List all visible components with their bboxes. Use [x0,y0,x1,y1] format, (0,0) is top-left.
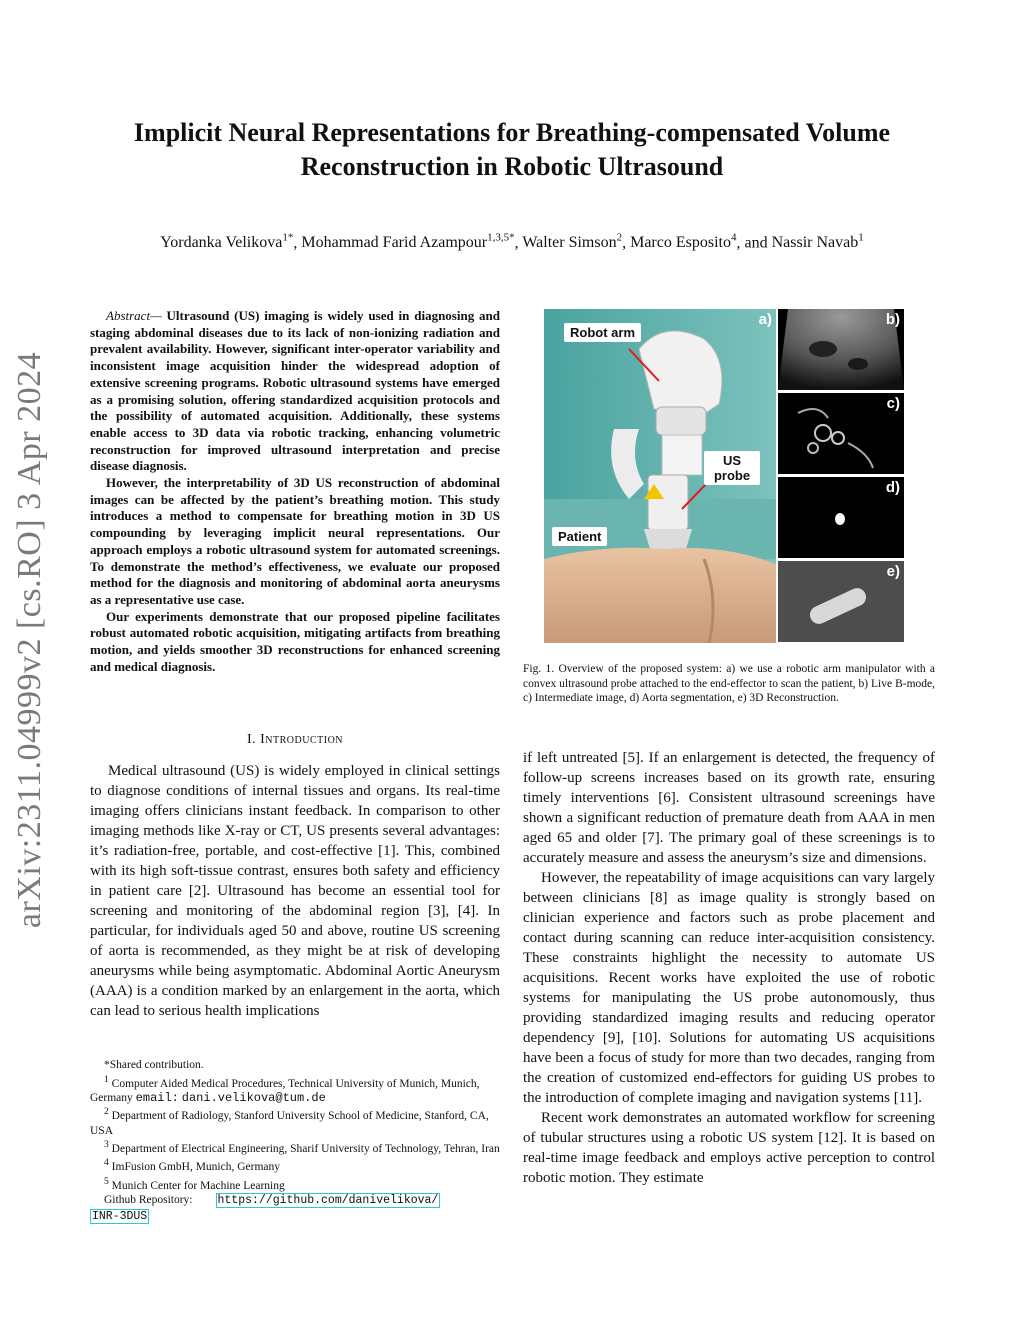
right-column-text [523,748,935,1188]
arxiv-stamp [0,330,60,950]
panel-c-label: c) [886,395,900,412]
body-paragraph: However, the repeatability of image acquisitions can vary largely between clinicians [8] as image quality is strongly based on clinician experience and factors such as probe placement and contact during scanning can reduce inter-acquisition consistency. These constraints highlight the necessity to automate US acquisitions. Recent works have exploited the use of robotic systems for manipulating the US probe autonomously, thus providing standardized imaging results and reducing operator dependency [9], [10]. Solutions for automating US acquisitions have been a focus of study for more than two decades, ranging from the creation of customized end-effectors for guiding US probes to the introduction of complete imaging and navigation systems [11]. [523,870,935,1106]
footnote: $^3$ Department of Electrical Engineering, Sharif University of Technology, Tehran, Iran [104,1139,500,1155]
panel-a-label: a) [758,311,772,328]
us-probe-label: US probe [704,451,760,485]
abstract [90,308,500,675]
github-link-continued[interactable]: INR-3DUS [92,1209,148,1223]
introduction-text [90,761,500,1021]
author: Yordanka Velikova$^{1*}$ [160,232,294,252]
author: Marco Esposito$^4$ [630,232,737,252]
robot-arm-label: Robot arm [564,323,641,342]
footnote-github: Github Repository: https://github.com/danivelikova/ INR-3DUS [92,1194,439,1223]
abstract-paragraph: Our experiments demonstrate that our proposed pipeline facilitates robust automated robotic acquisition, mitigating artifacts from breathing motion, and yields smoother 3D reconstructions for enhanced screening and medical diagnosis. [90,608,500,674]
abstract-paragraph: Abstract— Ultrasound (US) imaging is widely used in diagnosing and staging abdominal diseases due to its lack of non-ionizing radiation and prevalent availability. However, significant inter-operator variability and inconsistent image acquisition hinder the widespread adoption of extensive screening programs. Robotic ultrasound systems have emerged as a promising solution, offering standardized acquisition protocols and the possibility of automated acquisition. Additionally, these systems enable access to 3D data via robotic tracking, enhancing volumetric reconstruction for improved ultrasound interpretation and precise disease diagnosis. [90,308,501,474]
arxiv-stamp-text: arXiv:2311.04999v2 [cs.RO] 3 Apr 2024 [11,351,48,929]
footnote: $^5$ Munich Center for Machine Learning [104,1175,285,1192]
figure-1 [544,309,904,643]
author-list: Yordanka Velikova$^{1*}$, Mohammad Farid Azampour$^{1,3,5*}$, Walter Simson$^2$, Marco Esposito$^4$, and Nassir Navab$^1$ [160,232,864,252]
panel-e-label: e) [886,563,900,580]
figure-caption: Fig. 1. Overview of the proposed system: a) we use a robotic arm manipulator with a convex ultrasound probe attached to the end-effector to scan the patient, b) Live B-mode, c) Intermediate image, d) Aorta segmentation, e) 3D Reconstruction. [523,663,935,704]
panel-c-intermediate [778,393,904,474]
abstract-label: Abstract [106,308,151,323]
email-address: dani.velikova@tum.de [181,1090,326,1105]
author: Mohammad Farid Azampour$^{1,3,5*}$ [301,232,515,252]
patient-label: Patient [552,527,607,546]
body-paragraph: Medical ultrasound (US) is widely employed in clinical settings to diagnose conditions of internal tissues and organs. Its real-time imaging offers clinicians instant feedback. In comparison to other imaging methods like X-ray or CT, US presents several advantages: it’s radiation-free, portable, and cost-effective [1]. This, combined with its high soft-tissue contrast, ensures both safety and efficiency in patient care [2]. Ultrasound has become an essential tool for screening and monitoring of the abdominal region [3], [4]. In particular, for individuals aged 50 and above, routine US screening of aorta is recommended, as they might be at risk of developing aneurysms while being asymptomatic. Abdominal Aortic Aneurysm (AAA) is a condition marked by an enlargement in the aorta, which can lead to serious health implications [90,763,500,1019]
panel-d-label: d) [885,479,900,496]
panel-b-label: b) [885,311,900,328]
footnotes [90,1058,500,1224]
author: Nassir Navab$^1$ [771,232,864,252]
panel-e-reconstruction [778,561,904,642]
abstract-paragraph: However, the interpretability of 3D US reconstruction of abdominal images can be affected by the patient’s breathing motion. This study introduces a method to compensate for breathing motion in 3D US compounding by leveraging implicit neural representations. Our approach employs a robotic ultrasound system for automated screenings. To demonstrate the method’s effectiveness, we evaluate our proposed method for the diagnosis and monitoring of abdominal aorta aneurysms as a representative use case. [90,475,500,607]
body-paragraph: if left untreated [5]. If an enlargement is detected, the frequency of follow-up screens increases based on its growth rate, ensuring timely interventions [6]. Consistent ultrasound screenings have shown a significant reduction of premature death from AAA in men aged 65 and older [7]. The primary goal of these screenings is to accurately measure and assess the aneurysm’s size and dimensions. [523,750,935,866]
panel-d-segmentation [778,477,904,558]
github-link[interactable]: https://github.com/danivelikova/ [217,1194,439,1208]
footnote: $^4$ ImFusion GmbH, Munich, Germany [104,1157,281,1174]
robot-setup-photo [544,309,776,643]
paper-title: Implicit Neural Representations for Breathing-compensated Volume Reconstruction in Robotic Ultrasound [133,118,891,181]
footnote: $^2$ Department of Radiology, Stanford University School of Medicine, Stanford, CA, USA [90,1106,489,1137]
body-paragraph: Recent work demonstrates an automated workflow for screening of tubular structures using a robotic US system [12]. It is based on real-time image feedback and employs active perception to control robotic motion. They estimate [523,1110,935,1186]
section-heading: I. Introduction [246,732,344,747]
footnote: $^1$ Computer Aided Medical Procedures, Technical University of Munich, Munich, Germany email: dani.velikova@tum.de [90,1073,480,1105]
author: Walter Simson$^2$ [522,232,623,252]
panel-b-bmode [778,309,904,390]
footnote-shared: *Shared contribution. [104,1059,204,1071]
